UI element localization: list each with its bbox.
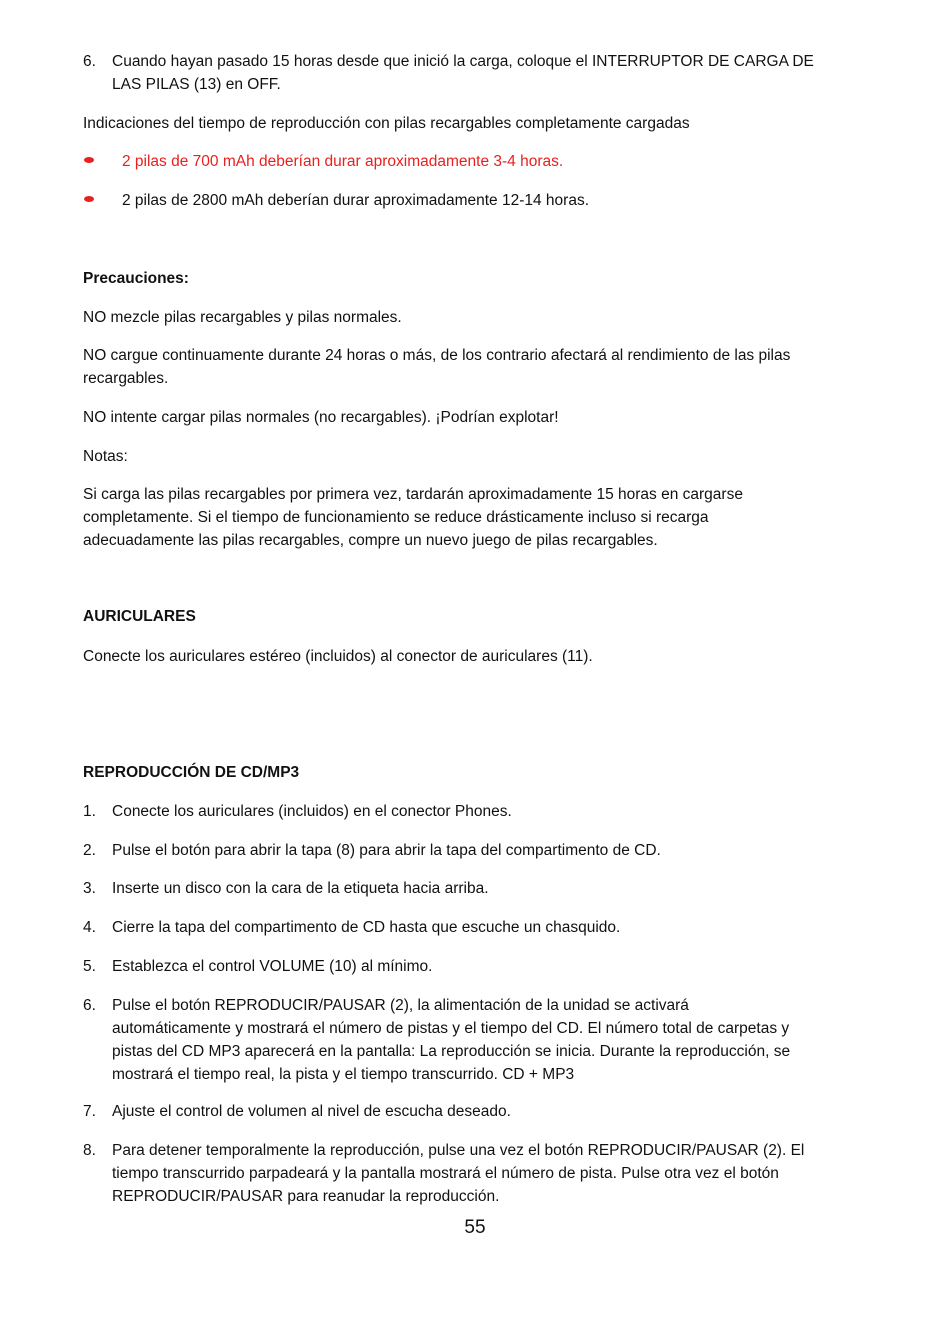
bullet-item: 2 pilas de 2800 mAh deberían durar aproximadamente 12-14 horas. xyxy=(122,192,590,209)
play-time-intro: Indicaciones del tiempo de reproducción con pilas recargables completamente cargadas xyxy=(83,115,690,132)
step-text: Establezca el control VOLUME (10) al mínimo. xyxy=(112,958,433,975)
step-number: 1. xyxy=(83,803,96,820)
bullet-item-red: 2 pilas de 700 mAh deberían durar aproximadamente 3-4 horas. xyxy=(122,153,564,170)
step-number: 8. xyxy=(83,1142,96,1159)
bullet-icon xyxy=(84,196,94,202)
headphones-text: Conecte los auriculares estéreo (incluidos) al conector de auriculares (11). xyxy=(83,648,593,665)
step-number: 6. xyxy=(83,997,96,1014)
step-text: Cierre la tapa del compartimento de CD hasta que escuche un chasquido. xyxy=(112,919,621,936)
headphones-heading: AURICULARES xyxy=(83,608,196,625)
precautions-heading: Precauciones: xyxy=(83,270,189,287)
step-number: 4. xyxy=(83,919,96,936)
list-number: 6. xyxy=(83,53,96,70)
step-number: 7. xyxy=(83,1103,96,1120)
precaution-item: NO cargue continuamente durante 24 horas o más, de los contrario afectará al rendimiento de las pilas recargables. xyxy=(83,347,791,387)
step-text: Pulse el botón REPRODUCIR/PAUSAR (2), la alimentación de la unidad se activará automáticamente y mostrará el número de pistas y el tiempo del CD. El número total de carpetas y pistas del CD MP3 aparecerá en la pantalla: La reproducción se inicia. Durante la reproducción, se mostrará el tiempo real, la pista y el tiempo transcurrido. CD + MP3 xyxy=(112,997,791,1083)
precaution-item: NO intente cargar pilas normales (no recargables). ¡Podrían explotar! xyxy=(83,409,559,426)
step-number: 3. xyxy=(83,880,96,897)
list-item-text: Cuando hayan pasado 15 horas desde que inició la carga, coloque el INTERRUPTOR DE CARGA DE LAS PILAS (13) en OFF. xyxy=(112,53,814,93)
notes-label: Notas: xyxy=(83,448,128,465)
step-text: Para detener temporalmente la reproducción, pulse una vez el botón REPRODUCIR/PAUSAR (2). El tiempo transcurrido parpadeará y la pantalla mostrará el número de pista. Pulse otra vez el botón REPRODUCIR/PAUSAR para reanudar la reproducción. xyxy=(112,1142,805,1205)
step-text: Inserte un disco con la cara de la etiqueta hacia arriba. xyxy=(112,880,489,897)
precaution-item: NO mezcle pilas recargables y pilas normales. xyxy=(83,309,402,326)
bullet-icon xyxy=(84,157,94,163)
playback-heading: REPRODUCCIÓN DE CD/MP3 xyxy=(83,764,300,781)
step-text: Ajuste el control de volumen al nivel de escucha deseado. xyxy=(112,1103,511,1120)
step-number: 2. xyxy=(83,842,96,859)
step-text: Conecte los auriculares (incluidos) en el conector Phones. xyxy=(112,803,512,820)
notes-text: Si carga las pilas recargables por primera vez, tardarán aproximadamente 15 horas en cargarse completamente. Si el tiempo de funcionamiento se reduce drásticamente incluso si recarga adecuadamente las pilas recargables, compre un nuevo juego de pilas recargables. xyxy=(83,486,743,549)
step-text: Pulse el botón para abrir la tapa (8) para abrir la tapa del compartimento de CD. xyxy=(112,842,661,859)
page-number: 55 xyxy=(464,1217,486,1238)
step-number: 5. xyxy=(83,958,96,975)
